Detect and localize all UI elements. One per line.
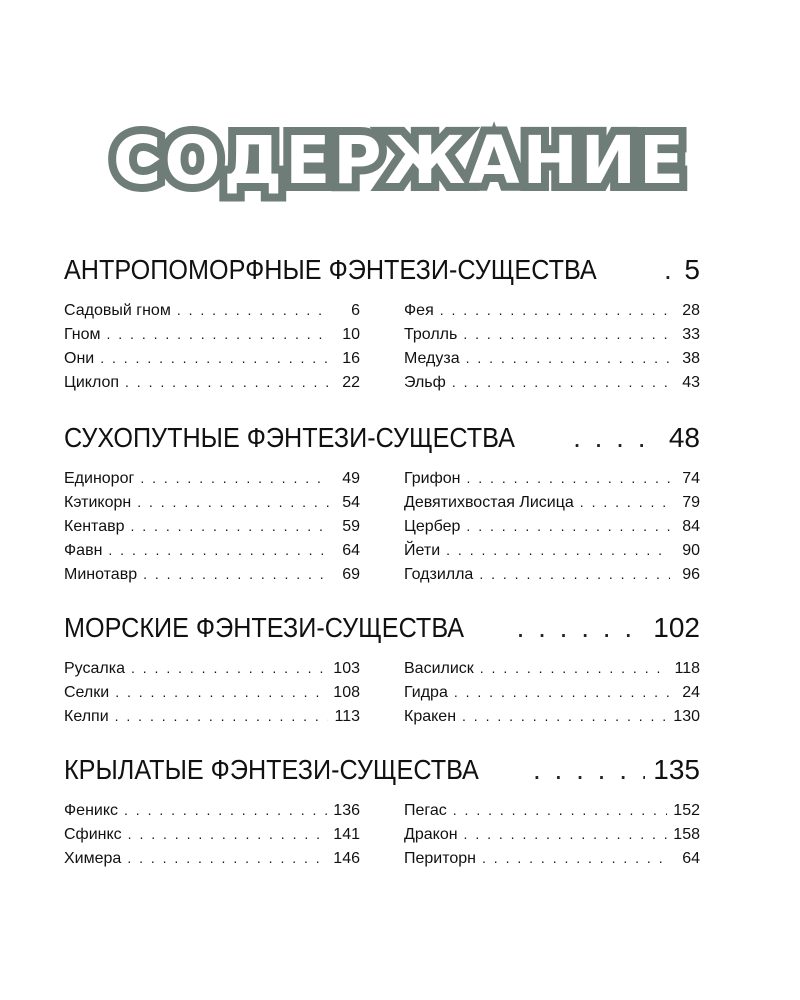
toc-entry[interactable] xyxy=(404,566,700,590)
entries-left xyxy=(64,660,360,732)
entry-page: 146 xyxy=(333,850,360,867)
entry-name: Цербер xyxy=(404,518,461,535)
page-title: СОДЕРЖАНИЕ xyxy=(112,122,688,199)
toc-entry[interactable] xyxy=(64,542,360,566)
entry-page: 28 xyxy=(682,302,700,319)
entry-name: Кэтикорн xyxy=(64,494,132,511)
section-title: СУХОПУТНЫЕ ФЭНТЕЗИ-СУЩЕСТВА xyxy=(64,422,515,453)
toc-entry[interactable] xyxy=(404,542,700,566)
dot-leader xyxy=(453,802,668,818)
entry-name: Василиск xyxy=(404,660,474,677)
entry-page: 74 xyxy=(682,470,700,487)
dot-leader xyxy=(107,326,331,342)
entry-name: Келпи xyxy=(64,708,109,725)
section-title: АНТРОПОМОРФНЫЕ ФЭНТЕЗИ-СУЩЕСТВА xyxy=(64,254,597,285)
dot-leader xyxy=(125,374,330,390)
entry-name: Гидра xyxy=(404,684,448,701)
toc-entry[interactable] xyxy=(64,326,360,350)
entry-name: Грифон xyxy=(404,470,461,487)
entry-page: 33 xyxy=(682,326,700,343)
section-title: КРЫЛАТЫЕ ФЭНТЕЗИ-СУЩЕСТВА xyxy=(64,754,479,785)
entry-page: 43 xyxy=(682,374,700,391)
entry-page: 64 xyxy=(682,850,700,867)
dot-leader xyxy=(115,708,329,724)
entry-page: 113 xyxy=(334,708,360,725)
section-page: 5 xyxy=(684,254,700,285)
dot-leader xyxy=(454,684,670,700)
dot-leader xyxy=(462,708,667,724)
dot-leader xyxy=(131,660,327,676)
entry-name: Садовый гном xyxy=(64,302,171,319)
dot-leader xyxy=(140,470,330,486)
entry-name: Дракон xyxy=(404,826,458,843)
entry-name: Феникс xyxy=(64,802,119,819)
section-heading[interactable] xyxy=(64,612,700,652)
toc-entry[interactable] xyxy=(404,470,700,494)
dot-leader xyxy=(137,494,330,510)
entry-name: Циклоп xyxy=(64,374,120,391)
toc-entry[interactable] xyxy=(64,350,360,374)
entry-page: 38 xyxy=(682,350,700,367)
dot-leader xyxy=(452,374,670,390)
dot-leader xyxy=(573,422,661,454)
toc-entry[interactable] xyxy=(64,302,360,326)
entries-right xyxy=(404,802,700,874)
entry-name: Сфинкс xyxy=(64,826,122,843)
dot-leader xyxy=(177,302,330,318)
entries-right xyxy=(404,660,700,732)
toc-section xyxy=(64,612,700,732)
entry-page: 16 xyxy=(342,350,360,367)
toc-entry[interactable] xyxy=(64,470,360,494)
toc-entry[interactable] xyxy=(64,374,360,398)
section-page: 48 xyxy=(668,422,700,453)
entry-page: 24 xyxy=(682,684,700,701)
dot-leader xyxy=(100,350,330,366)
dot-leader xyxy=(127,850,327,866)
entry-page: 84 xyxy=(682,518,700,535)
entry-name: Единорог xyxy=(64,470,135,487)
entry-name: Гном xyxy=(64,326,101,343)
dot-leader xyxy=(446,542,670,558)
entry-page: 54 xyxy=(342,494,360,511)
section-heading[interactable] xyxy=(64,254,700,294)
dot-leader xyxy=(464,826,668,842)
entry-name: Годзилла xyxy=(404,566,474,583)
entries-left xyxy=(64,302,360,398)
entry-name: Они xyxy=(64,350,95,367)
toc-entry[interactable] xyxy=(64,826,360,850)
toc-entry[interactable] xyxy=(404,802,700,826)
entry-page: 69 xyxy=(342,566,360,583)
dot-leader xyxy=(131,518,331,534)
toc-entry[interactable] xyxy=(404,302,700,326)
entry-page: 158 xyxy=(673,826,700,843)
entry-page: 59 xyxy=(342,518,360,535)
entry-name: Кентавр xyxy=(64,518,125,535)
toc-entry[interactable] xyxy=(404,326,700,350)
dot-leader xyxy=(466,350,670,366)
toc-entry[interactable] xyxy=(404,850,700,874)
toc-entry[interactable] xyxy=(64,518,360,542)
entry-name: Медуза xyxy=(404,350,460,367)
entries-left xyxy=(64,802,360,874)
entry-name: Русалка xyxy=(64,660,125,677)
entry-page: 152 xyxy=(673,802,700,819)
toc-entry[interactable] xyxy=(404,494,700,518)
entry-name: Фея xyxy=(404,302,434,319)
section-heading[interactable] xyxy=(64,422,700,462)
entries-left xyxy=(64,470,360,590)
toc-entry[interactable] xyxy=(64,850,360,874)
entry-page: 64 xyxy=(342,542,360,559)
entry-name: Кракен xyxy=(404,708,457,725)
toc-section xyxy=(64,422,700,590)
toc-section xyxy=(64,254,700,398)
toc-entry[interactable] xyxy=(64,802,360,826)
entries-right xyxy=(404,470,700,590)
entry-name: Девятихвостая Лисица xyxy=(404,494,574,511)
dot-leader xyxy=(664,254,676,286)
dot-leader xyxy=(466,518,670,534)
section-page: 102 xyxy=(653,612,700,643)
dot-leader xyxy=(115,684,327,700)
entry-name: Тролль xyxy=(404,326,458,343)
toc-entry[interactable] xyxy=(404,660,700,684)
toc-entry[interactable] xyxy=(404,826,700,850)
entry-page: 103 xyxy=(333,660,360,677)
section-title: МОРСКИЕ ФЭНТЕЗИ-СУЩЕСТВА xyxy=(64,612,465,643)
entry-name: Эльф xyxy=(404,374,446,391)
entry-name: Селки xyxy=(64,684,110,701)
dot-leader xyxy=(533,754,645,786)
entry-page: 118 xyxy=(674,660,700,677)
dot-leader xyxy=(480,660,669,676)
dot-leader xyxy=(479,566,670,582)
toc-entry[interactable] xyxy=(404,684,700,708)
toc-section xyxy=(64,754,700,874)
entry-name: Периторн xyxy=(404,850,477,867)
entry-page: 90 xyxy=(682,542,700,559)
entry-page: 10 xyxy=(342,326,360,343)
dot-leader xyxy=(463,326,670,342)
entry-page: 108 xyxy=(333,684,360,701)
dot-leader xyxy=(467,470,671,486)
entry-page: 96 xyxy=(682,566,700,583)
entry-page: 49 xyxy=(342,470,360,487)
dot-leader xyxy=(108,542,330,558)
entry-name: Йети xyxy=(404,542,441,559)
entry-page: 79 xyxy=(682,494,700,511)
entry-page: 22 xyxy=(342,374,360,391)
section-page: 135 xyxy=(653,754,700,785)
dot-leader xyxy=(482,850,670,866)
dot-leader xyxy=(580,494,670,510)
toc-entry[interactable] xyxy=(404,350,700,374)
dot-leader xyxy=(517,612,646,644)
entry-page: 136 xyxy=(333,802,360,819)
dot-leader xyxy=(124,802,327,818)
toc-entry[interactable] xyxy=(404,518,700,542)
toc-entry[interactable] xyxy=(64,660,360,684)
entry-page: 6 xyxy=(351,302,360,319)
toc-entry[interactable] xyxy=(404,708,700,732)
toc-entry[interactable] xyxy=(64,494,360,518)
section-heading[interactable] xyxy=(64,754,700,794)
toc-entry[interactable] xyxy=(64,566,360,590)
entry-page: 130 xyxy=(673,708,700,725)
entry-name: Химера xyxy=(64,850,122,867)
dot-leader xyxy=(143,566,330,582)
toc-entry[interactable] xyxy=(404,374,700,398)
entries-right xyxy=(404,302,700,398)
entry-page: 141 xyxy=(333,826,360,843)
entry-name: Пегас xyxy=(404,802,447,819)
entry-name: Фавн xyxy=(64,542,103,559)
dot-leader xyxy=(440,302,670,318)
entry-name: Минотавр xyxy=(64,566,138,583)
toc-entry[interactable] xyxy=(64,708,360,732)
dot-leader xyxy=(128,826,328,842)
toc-entry[interactable] xyxy=(64,684,360,708)
